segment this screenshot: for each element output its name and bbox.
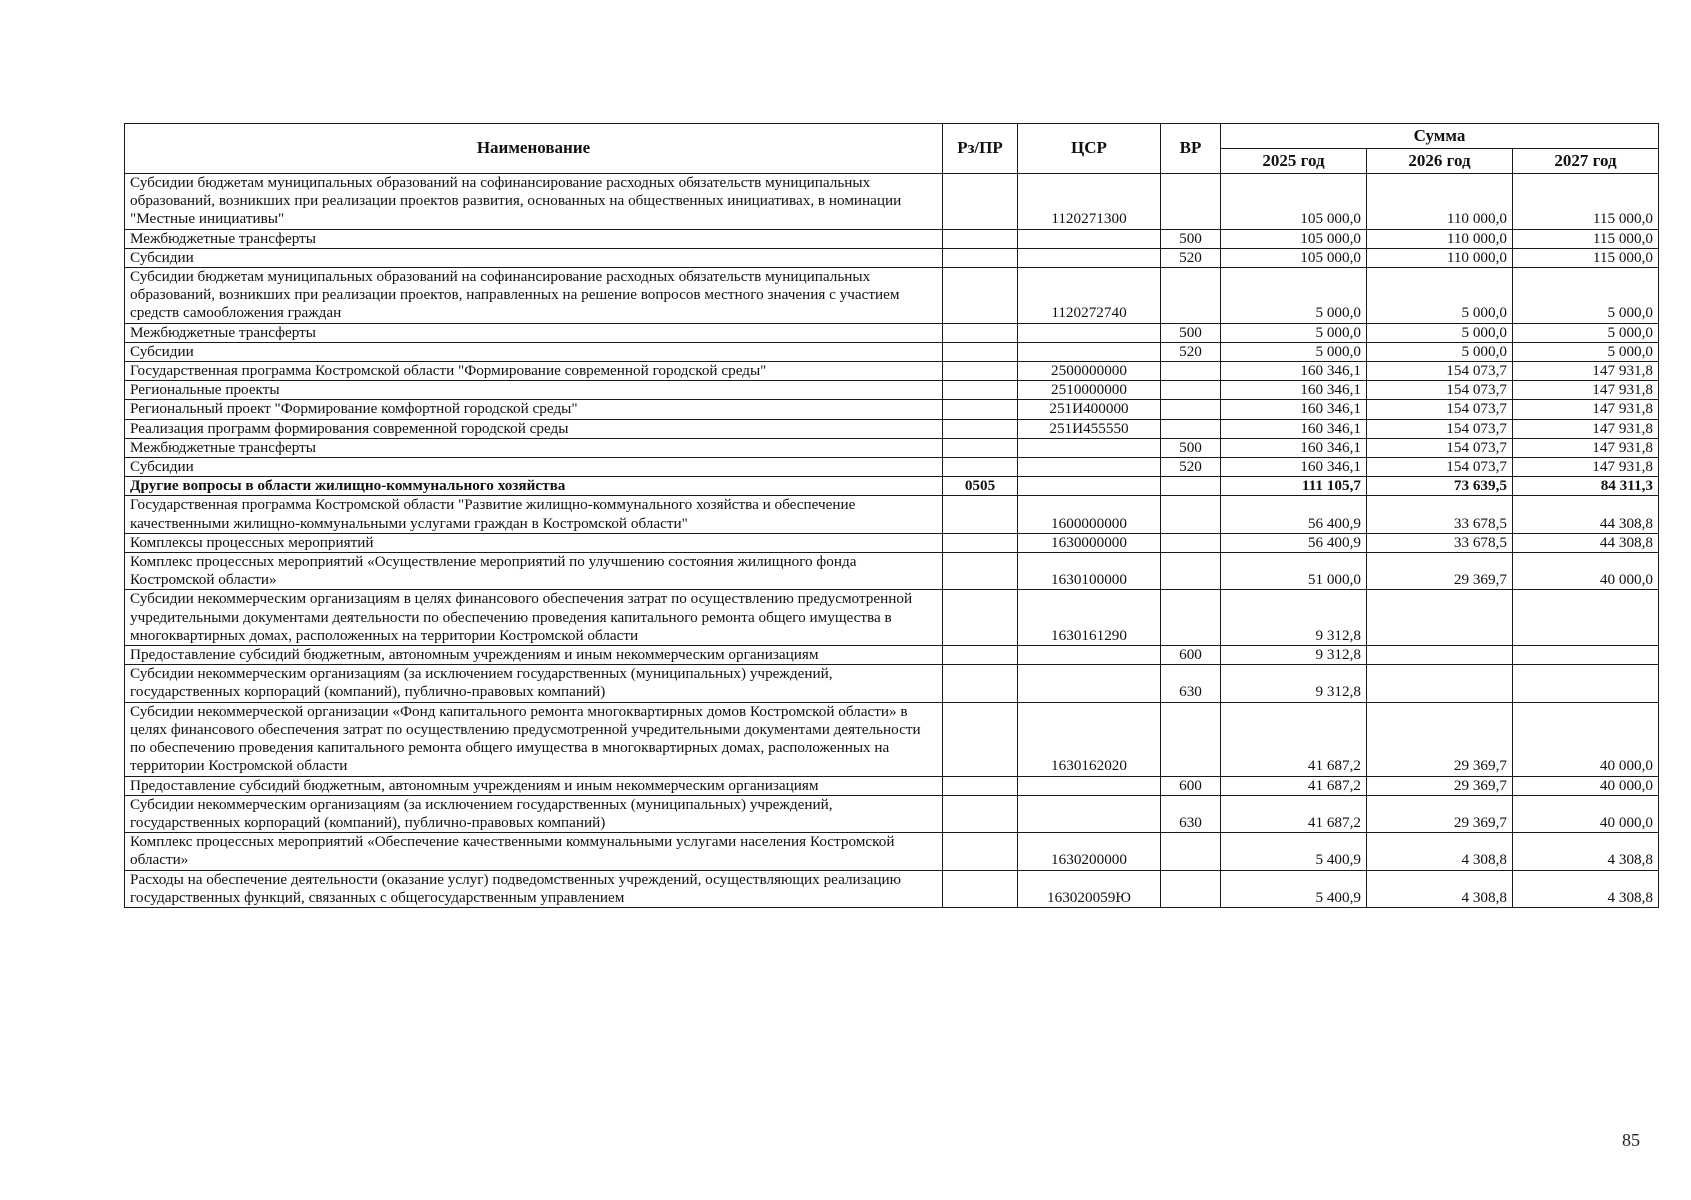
cell-vr: [1161, 833, 1221, 870]
cell-vr: 500: [1161, 323, 1221, 342]
table-row: [125, 419, 1659, 438]
cell-2026: 154 073,7: [1367, 400, 1513, 419]
cell-2025: 5 000,0: [1221, 342, 1367, 361]
cell-vr: 630: [1161, 795, 1221, 832]
table-row: [125, 795, 1659, 832]
cell-name: Предоставление субсидий бюджетным, автономным учреждениям и иным некоммерческим организациям: [125, 646, 943, 665]
cell-csr: 1120271300: [1018, 174, 1161, 230]
header-sum: Сумма: [1221, 124, 1659, 149]
table-row: [125, 533, 1659, 552]
table-row: [125, 323, 1659, 342]
cell-2026: 154 073,7: [1367, 362, 1513, 381]
cell-name: Государственная программа Костромской области "Формирование современной городской среды": [125, 362, 943, 381]
cell-rzpr: [943, 833, 1018, 870]
cell-2025: 105 000,0: [1221, 248, 1367, 267]
cell-2027: 40 000,0: [1513, 553, 1659, 590]
cell-csr: 1630100000: [1018, 553, 1161, 590]
cell-2026: 33 678,5: [1367, 496, 1513, 533]
cell-csr: [1018, 342, 1161, 361]
header-year-2027: 2027 год: [1513, 149, 1659, 174]
cell-vr: [1161, 496, 1221, 533]
cell-rzpr: [943, 323, 1018, 342]
cell-2025: 105 000,0: [1221, 174, 1367, 230]
cell-csr: 1120272740: [1018, 268, 1161, 324]
cell-2026: 29 369,7: [1367, 702, 1513, 776]
cell-vr: [1161, 477, 1221, 496]
cell-vr: 520: [1161, 458, 1221, 477]
cell-name: Субсидии некоммерческим организациям в целях финансового обеспечения затрат по осуществлению предусмотренной учредительными документами деятельности по обеспечению проведения капитального ремонта общего имущества в многоквартирных домах, расположенных на территории Костромской области: [125, 590, 943, 646]
cell-rzpr: [943, 553, 1018, 590]
table-row: [125, 438, 1659, 457]
cell-2025: 9 312,8: [1221, 590, 1367, 646]
cell-2025: 5 400,9: [1221, 870, 1367, 907]
table-row: [125, 590, 1659, 646]
cell-name: Предоставление субсидий бюджетным, автономным учреждениям и иным некоммерческим организациям: [125, 776, 943, 795]
cell-csr: 251И455550: [1018, 419, 1161, 438]
cell-2026: 4 308,8: [1367, 833, 1513, 870]
table-row: [125, 477, 1659, 496]
cell-name: Субсидии бюджетам муниципальных образований на софинансирование расходных обязательств муниципальных образований, возникших при реализации проектов развития, основанных на общественных инициативах, в номинации "Местные инициативы": [125, 174, 943, 230]
cell-name: Реализация программ формирования современной городской среды: [125, 419, 943, 438]
cell-csr: [1018, 438, 1161, 457]
cell-rzpr: [943, 229, 1018, 248]
cell-rzpr: 0505: [943, 477, 1018, 496]
table-row: [125, 174, 1659, 230]
cell-2025: 160 346,1: [1221, 458, 1367, 477]
table-row: [125, 496, 1659, 533]
cell-name: Субсидии: [125, 248, 943, 267]
header-vr: ВР: [1161, 124, 1221, 174]
cell-csr: [1018, 776, 1161, 795]
cell-vr: 630: [1161, 665, 1221, 702]
header-csr: ЦСР: [1018, 124, 1161, 174]
cell-2027: 5 000,0: [1513, 342, 1659, 361]
cell-2027: 40 000,0: [1513, 776, 1659, 795]
cell-rzpr: [943, 590, 1018, 646]
cell-name: Комплекс процессных мероприятий «Обеспечение качественными коммунальными услугами населения Костромской области»: [125, 833, 943, 870]
cell-vr: [1161, 590, 1221, 646]
cell-2027: [1513, 646, 1659, 665]
cell-vr: 500: [1161, 438, 1221, 457]
cell-2027: 147 931,8: [1513, 381, 1659, 400]
cell-csr: 2500000000: [1018, 362, 1161, 381]
header-year-2026: 2026 год: [1367, 149, 1513, 174]
cell-2026: [1367, 646, 1513, 665]
cell-rzpr: [943, 400, 1018, 419]
cell-vr: [1161, 400, 1221, 419]
cell-2027: 44 308,8: [1513, 496, 1659, 533]
budget-table: [124, 123, 1659, 908]
cell-2025: 51 000,0: [1221, 553, 1367, 590]
cell-csr: 251И400000: [1018, 400, 1161, 419]
cell-2027: [1513, 665, 1659, 702]
cell-rzpr: [943, 268, 1018, 324]
cell-2027: 115 000,0: [1513, 248, 1659, 267]
table-row: [125, 553, 1659, 590]
cell-2026: 110 000,0: [1367, 248, 1513, 267]
cell-2025: 5 000,0: [1221, 323, 1367, 342]
cell-rzpr: [943, 458, 1018, 477]
cell-vr: [1161, 702, 1221, 776]
header-year-2025: 2025 год: [1221, 149, 1367, 174]
cell-csr: [1018, 477, 1161, 496]
cell-2026: 110 000,0: [1367, 174, 1513, 230]
cell-2027: 147 931,8: [1513, 458, 1659, 477]
cell-name: Другие вопросы в области жилищно-коммунального хозяйства: [125, 477, 943, 496]
cell-2025: 160 346,1: [1221, 438, 1367, 457]
cell-2025: 160 346,1: [1221, 362, 1367, 381]
cell-name: Субсидии: [125, 342, 943, 361]
cell-name: Субсидии некоммерческим организациям (за исключением государственных (муниципальных) учреждений, государственных корпораций (компаний), публично-правовых компаний): [125, 665, 943, 702]
cell-2025: 111 105,7: [1221, 477, 1367, 496]
table-row: [125, 381, 1659, 400]
table-row: [125, 833, 1659, 870]
cell-csr: 1630162020: [1018, 702, 1161, 776]
header-rzpr: Рз/ПР: [943, 124, 1018, 174]
cell-2026: 5 000,0: [1367, 323, 1513, 342]
cell-rzpr: [943, 776, 1018, 795]
cell-csr: [1018, 646, 1161, 665]
cell-rzpr: [943, 419, 1018, 438]
cell-vr: [1161, 268, 1221, 324]
table-row: [125, 268, 1659, 324]
cell-name: Государственная программа Костромской области "Развитие жилищно-коммунального хозяйства и обеспечение качественными жилищно-коммунальными услугами граждан в Костромской области": [125, 496, 943, 533]
cell-2027: 4 308,8: [1513, 870, 1659, 907]
cell-name: Межбюджетные трансферты: [125, 229, 943, 248]
cell-2027: 115 000,0: [1513, 174, 1659, 230]
cell-csr: 2510000000: [1018, 381, 1161, 400]
table-row: [125, 248, 1659, 267]
cell-rzpr: [943, 533, 1018, 552]
cell-csr: [1018, 458, 1161, 477]
cell-name: Субсидии бюджетам муниципальных образований на софинансирование расходных обязательств муниципальных образований, возникших при реализации проектов, направленных на решение вопросов местного значения с участием средств самообложения граждан: [125, 268, 943, 324]
cell-csr: [1018, 248, 1161, 267]
cell-csr: 1630200000: [1018, 833, 1161, 870]
cell-2027: 5 000,0: [1513, 323, 1659, 342]
cell-vr: [1161, 419, 1221, 438]
cell-vr: [1161, 533, 1221, 552]
cell-2027: 147 931,8: [1513, 419, 1659, 438]
table-row: [125, 646, 1659, 665]
cell-name: Комплексы процессных мероприятий: [125, 533, 943, 552]
cell-name: Субсидии: [125, 458, 943, 477]
cell-2026: 110 000,0: [1367, 229, 1513, 248]
cell-vr: 600: [1161, 776, 1221, 795]
cell-2027: 147 931,8: [1513, 400, 1659, 419]
cell-vr: 600: [1161, 646, 1221, 665]
cell-2027: 147 931,8: [1513, 362, 1659, 381]
cell-rzpr: [943, 665, 1018, 702]
budget-table-container: [124, 123, 1654, 908]
cell-2026: 154 073,7: [1367, 381, 1513, 400]
cell-2025: 160 346,1: [1221, 400, 1367, 419]
table-row: [125, 870, 1659, 907]
cell-vr: 520: [1161, 342, 1221, 361]
cell-2026: 29 369,7: [1367, 795, 1513, 832]
cell-2025: 41 687,2: [1221, 795, 1367, 832]
cell-vr: [1161, 553, 1221, 590]
cell-rzpr: [943, 381, 1018, 400]
cell-rzpr: [943, 342, 1018, 361]
cell-2026: 73 639,5: [1367, 477, 1513, 496]
cell-2027: 4 308,8: [1513, 833, 1659, 870]
cell-name: Региональный проект "Формирование комфортной городской среды": [125, 400, 943, 419]
cell-2026: 5 000,0: [1367, 268, 1513, 324]
header-name: Наименование: [125, 124, 943, 174]
cell-2025: 160 346,1: [1221, 419, 1367, 438]
cell-2026: 154 073,7: [1367, 438, 1513, 457]
cell-name: Комплекс процессных мероприятий «Осуществление мероприятий по улучшению состояния жилищного фонда Костромской области»: [125, 553, 943, 590]
cell-rzpr: [943, 870, 1018, 907]
cell-2026: 33 678,5: [1367, 533, 1513, 552]
cell-rzpr: [943, 496, 1018, 533]
cell-2026: 154 073,7: [1367, 458, 1513, 477]
table-row: [125, 229, 1659, 248]
cell-2025: 5 400,9: [1221, 833, 1367, 870]
table-row: [125, 458, 1659, 477]
cell-name: Межбюджетные трансферты: [125, 438, 943, 457]
cell-vr: 520: [1161, 248, 1221, 267]
cell-2027: 147 931,8: [1513, 438, 1659, 457]
cell-csr: [1018, 665, 1161, 702]
cell-csr: [1018, 795, 1161, 832]
table-row: [125, 776, 1659, 795]
cell-2027: 40 000,0: [1513, 795, 1659, 832]
cell-2027: 5 000,0: [1513, 268, 1659, 324]
cell-2025: 160 346,1: [1221, 381, 1367, 400]
cell-2026: 29 369,7: [1367, 776, 1513, 795]
cell-2027: 44 308,8: [1513, 533, 1659, 552]
cell-2025: 9 312,8: [1221, 646, 1367, 665]
cell-2027: 40 000,0: [1513, 702, 1659, 776]
cell-2027: 84 311,3: [1513, 477, 1659, 496]
table-row: [125, 665, 1659, 702]
cell-csr: [1018, 323, 1161, 342]
table-row: [125, 702, 1659, 776]
cell-name: Расходы на обеспечение деятельности (оказание услуг) подведомственных учреждений, осуществляющих реализацию государственных функций, связанных с общегосударственным управлением: [125, 870, 943, 907]
cell-2025: 9 312,8: [1221, 665, 1367, 702]
cell-2026: [1367, 665, 1513, 702]
cell-csr: 1630161290: [1018, 590, 1161, 646]
cell-name: Межбюджетные трансферты: [125, 323, 943, 342]
table-row: [125, 342, 1659, 361]
cell-2025: 105 000,0: [1221, 229, 1367, 248]
cell-csr: [1018, 229, 1161, 248]
cell-2026: 29 369,7: [1367, 553, 1513, 590]
cell-2025: 56 400,9: [1221, 533, 1367, 552]
page-number: 85: [1622, 1130, 1640, 1150]
table-row: [125, 400, 1659, 419]
cell-rzpr: [943, 248, 1018, 267]
cell-2027: [1513, 590, 1659, 646]
cell-vr: [1161, 381, 1221, 400]
cell-csr: 1600000000: [1018, 496, 1161, 533]
cell-name: Субсидии некоммерческой организации «Фонд капитального ремонта многоквартирных домов Костромской области» в целях финансового обеспечения затрат по осуществлению предусмотренной учредительными документами деятельности по обеспечению проведения капитального ремонта общего имущества в многоквартирных домах, расположенных на территории Костромской области: [125, 702, 943, 776]
cell-2025: 56 400,9: [1221, 496, 1367, 533]
cell-name: Субсидии некоммерческим организациям (за исключением государственных (муниципальных) учреждений, государственных корпораций (компаний), публично-правовых компаний): [125, 795, 943, 832]
cell-name: Региональные проекты: [125, 381, 943, 400]
cell-csr: 1630000000: [1018, 533, 1161, 552]
cell-2025: 5 000,0: [1221, 268, 1367, 324]
cell-2026: 4 308,8: [1367, 870, 1513, 907]
cell-2025: 41 687,2: [1221, 776, 1367, 795]
cell-vr: 500: [1161, 229, 1221, 248]
cell-vr: [1161, 870, 1221, 907]
cell-2027: 115 000,0: [1513, 229, 1659, 248]
cell-2026: 154 073,7: [1367, 419, 1513, 438]
cell-rzpr: [943, 174, 1018, 230]
table-header: [125, 124, 1659, 174]
table-body: [125, 174, 1659, 908]
cell-2025: 41 687,2: [1221, 702, 1367, 776]
cell-rzpr: [943, 362, 1018, 381]
cell-2026: 5 000,0: [1367, 342, 1513, 361]
cell-rzpr: [943, 438, 1018, 457]
cell-vr: [1161, 362, 1221, 381]
cell-csr: 163020059Ю: [1018, 870, 1161, 907]
cell-rzpr: [943, 646, 1018, 665]
cell-vr: [1161, 174, 1221, 230]
cell-2026: [1367, 590, 1513, 646]
cell-rzpr: [943, 795, 1018, 832]
cell-rzpr: [943, 702, 1018, 776]
table-row: [125, 362, 1659, 381]
